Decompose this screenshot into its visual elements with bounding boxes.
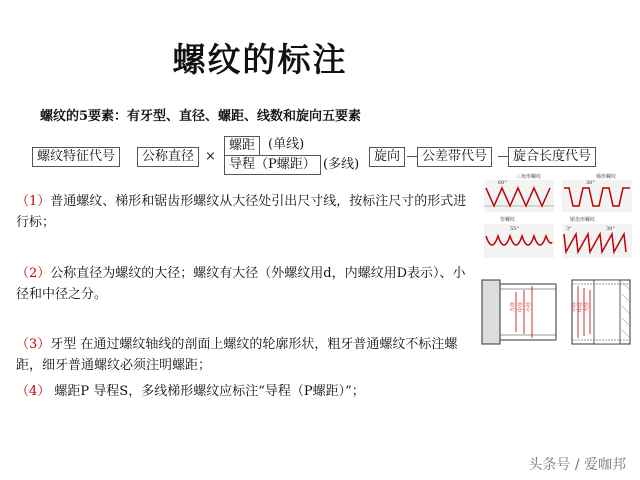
dash-2 (498, 156, 508, 157)
angle-3-label: 3° (566, 226, 572, 232)
angle-55-label: 55° (510, 226, 519, 232)
thread-figures-svg (476, 172, 636, 372)
box-feature-code: 螺纹特征代号 (32, 147, 120, 167)
box-direction: 旋向 (369, 147, 405, 167)
paragraph-3 (16, 334, 476, 376)
elements-line: 螺纹的5要素：有牙型、直径、螺距、线数和旋向五要素 (40, 109, 362, 124)
paragraph-1-text: 普通螺纹、梯形和锯齿形螺纹从大径处引出尺寸线，按标注尺寸的形式进行标； (16, 194, 467, 230)
trapezoid-thread-figure (562, 173, 632, 212)
paragraph-4-number: （4） (16, 384, 51, 399)
box-lead: 导程（P螺距） (224, 155, 321, 175)
paragraph-1-number: （1） (16, 194, 51, 209)
external-thread-figure (482, 280, 556, 344)
angle-30b-label: 30° (606, 226, 615, 232)
internal-thread-figure (571, 280, 630, 344)
dim-label-6: 大径 (584, 301, 590, 312)
dash-1 (407, 156, 417, 157)
thread-figures (476, 172, 636, 372)
dim-label-3: 小径 (526, 301, 532, 312)
paragraph-1 (16, 191, 476, 233)
times-sign: × (205, 149, 216, 164)
paragraph-4 (16, 381, 476, 402)
paragraph-2 (16, 263, 476, 305)
sawtooth-thread-figure (562, 216, 632, 258)
dim-label-4: 小径 (572, 301, 578, 312)
pipe-thread-figure (484, 216, 554, 258)
angle-30-label: 30° (586, 180, 595, 186)
paragraph-3-number: （3） (16, 337, 51, 352)
thread-designation-formula (0, 0, 640, 180)
paragraph-3-text: 牙型 在通过螺纹轴线的剖面上螺纹的轮廓形状，粗牙普通螺纹不标注螺距，细牙普通螺纹必须注明螺距； (16, 337, 458, 373)
box-length-code: 旋合长度代号 (508, 147, 596, 167)
sawtooth-thread-label: 锯齿形螺纹 (570, 217, 596, 223)
dim-label-2: 中径 (518, 301, 524, 312)
dim-label-1: 大径 (510, 301, 516, 312)
paragraph-2-number: （2） (16, 266, 51, 281)
page-title: 螺纹的标注 (172, 40, 348, 79)
triangle-thread-label: 三角形螺纹 (516, 174, 542, 180)
box-tolerance-code: 公差带代号 (417, 147, 492, 167)
watermark: 头条号 / 爱咖邦 (528, 457, 626, 473)
angle-60-label: 60° (498, 180, 507, 186)
triangle-thread-figure (484, 173, 554, 212)
label-single-line: (单线) (268, 137, 305, 152)
pipe-thread-label: 管螺纹 (500, 217, 516, 223)
trapezoid-thread-label: 梯形螺纹 (596, 174, 617, 180)
label-multi-line: (多线) (323, 157, 360, 172)
box-pitch: 螺距 (224, 136, 260, 156)
dim-label-5: 中径 (578, 301, 584, 312)
paragraph-2-text: 公称直径为螺纹的大径；螺纹有大径（外螺纹用d，内螺纹用D表示）、小径和中径之分。 (16, 266, 466, 302)
box-nominal-diameter: 公称直径 (137, 147, 199, 167)
paragraph-4-text: 螺距P 导程S，多线梯形螺纹应标注“导程（P螺距）”； (50, 384, 365, 399)
